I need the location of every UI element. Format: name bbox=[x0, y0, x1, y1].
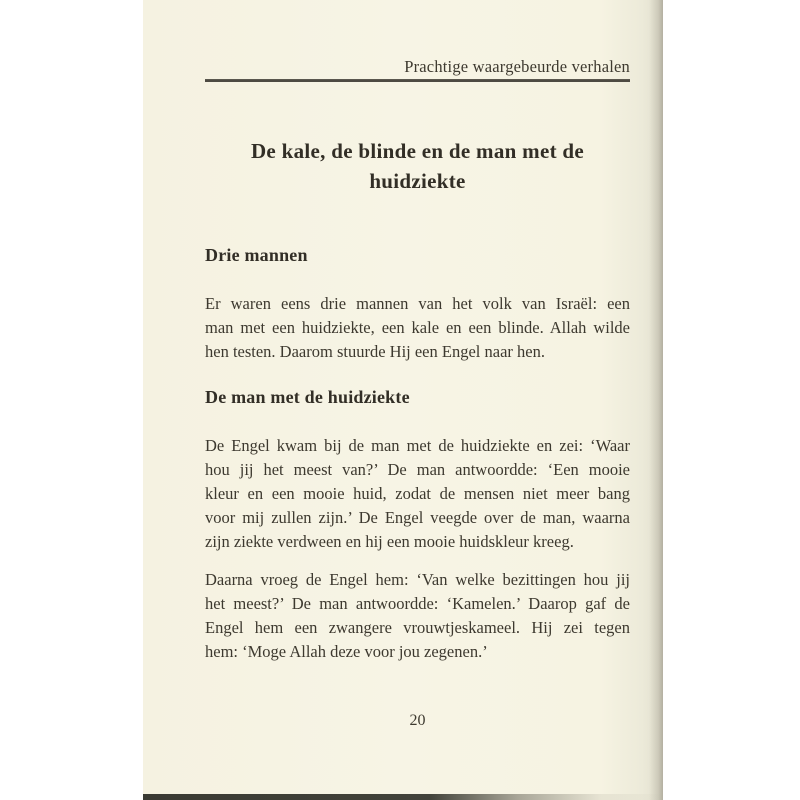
text-line: het meest?’ De man antwoordde: ‘Kamelen.’ Daarop gaf de bbox=[205, 594, 630, 613]
page-edge-shadow bbox=[649, 0, 663, 800]
text-line: zijn ziekte verdween en hij een mooie huidskleur kreeg. bbox=[205, 532, 574, 551]
text-line: Engel hem een zwangere vrouwtjeskameel. Hij zei tegen bbox=[205, 618, 630, 637]
text-line: hen testen. Daarom stuurde Hij een Engel naar hen. bbox=[205, 342, 545, 361]
book-edge-bar bbox=[143, 794, 663, 800]
text-line: Er waren eens drie mannen van het volk van Israël: een bbox=[205, 294, 630, 313]
text-line: man met een huidziekte, een kale en een blinde. Allah wilde bbox=[205, 318, 630, 337]
body-sections bbox=[205, 244, 630, 664]
chapter-title: De kale, de blinde en de man met de huidziekte bbox=[250, 139, 585, 193]
text-line: De Engel kwam bij de man met de huidziekte en zei: ‘Waar bbox=[205, 436, 630, 455]
section-heading: Drie mannen bbox=[205, 245, 308, 265]
text-line: hou jij het meest van?’ De man antwoordde: ‘Een mooie bbox=[205, 460, 630, 479]
text-line: voor mij zullen zijn.’ De Engel veegde over de man, waarna bbox=[205, 508, 630, 527]
text-line: kleur en een mooie huid, zodat de mensen niet meer bang bbox=[205, 484, 630, 503]
header-rule bbox=[205, 79, 630, 82]
body-paragraph bbox=[205, 292, 630, 364]
page-number: 20 bbox=[409, 712, 426, 729]
running-header: Prachtige waargebeurde verhalen bbox=[404, 57, 630, 76]
body-paragraph bbox=[205, 568, 630, 664]
section-heading: De man met de huidziekte bbox=[205, 387, 410, 407]
text-line: Daarna vroeg de Engel hem: ‘Van welke bezittingen hou jij bbox=[205, 570, 630, 589]
book-page bbox=[143, 0, 663, 800]
text-line: hem: ‘Moge Allah deze voor jou zegenen.’ bbox=[205, 642, 488, 661]
body-paragraph bbox=[205, 434, 630, 554]
